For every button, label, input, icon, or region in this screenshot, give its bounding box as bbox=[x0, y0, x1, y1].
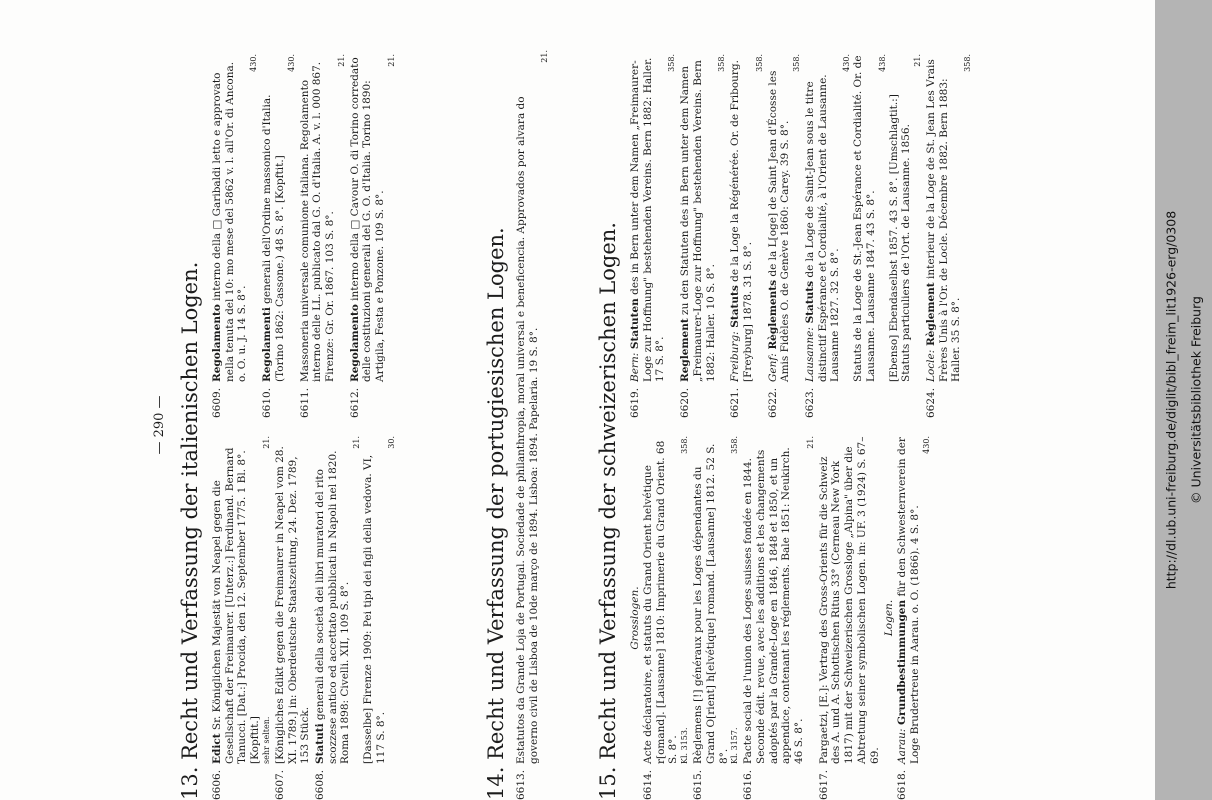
entry-text: [Ebenso] Ebendaselbst 1857. 43 S. 8°. [Umschlagtit.:] Statuts particuliers de l'Ort. de Lausanne. 1856. bbox=[887, 94, 913, 382]
entry-number: 6619. bbox=[629, 387, 641, 418]
entry-signature: 21. bbox=[540, 50, 550, 63]
entry-number: 6615. bbox=[692, 769, 705, 800]
entry-text: generali dell'Ordine massonico d'Italia. (Torino 1862: Cassone.) 48 S. 8°. [Kopftit.] bbox=[261, 94, 286, 382]
entry-signature: 430. bbox=[921, 436, 931, 454]
entry-signature: 430. bbox=[286, 54, 296, 72]
entry-6612 bbox=[349, 54, 397, 418]
entry-signature bbox=[680, 436, 690, 764]
entry-6617 bbox=[818, 436, 882, 800]
entry-head: Statuten bbox=[629, 298, 641, 353]
entry-signature: 430. bbox=[249, 54, 259, 72]
entry-number: 6620. bbox=[679, 387, 692, 418]
entry-6621 bbox=[729, 54, 764, 418]
entry-text: interno della □ Cavour O. di Torino corredato delle costituzioni generali del G. O. d'Italia. Torino 1890: Artigila, Festa e Ponzone. 109 S. 8°. bbox=[348, 57, 387, 382]
section-title-portuguese: 14. Recht und Verfassung der portugiesischen Logen. bbox=[484, 227, 508, 800]
entry-text: Pacte social de l'union des Loges suisses fondée en 1844. Seconde édit. revue, avec les additions et les changements adoptés par la Grande-Loge en 1846, 1848 et 1850, et un appendice, contenant les réglements. Bale 1851: Neukirch. 46 S. 8°. bbox=[742, 447, 806, 764]
entry-number: 6608. bbox=[313, 769, 326, 800]
entry-head: Regolamento bbox=[348, 304, 361, 382]
entry-text: de la Loge de Saint-Jean sous le titre distinctif Espérance et Cordialité, à l'Orient de Lausanne. Lausanne 1827. 32 S. 8°. bbox=[804, 74, 842, 382]
italian-right-column bbox=[211, 54, 399, 418]
entry-6622 bbox=[767, 54, 802, 418]
entry-signature: 21. bbox=[336, 54, 346, 67]
entry-signature bbox=[262, 436, 272, 764]
entry-number: 6624. bbox=[924, 387, 937, 418]
swiss-right-column bbox=[629, 54, 975, 418]
sig-right: 358. bbox=[730, 436, 740, 454]
sig-right: 21. bbox=[261, 436, 271, 449]
entry-number: 6621. bbox=[729, 387, 742, 418]
sig-left: Kl. 3157. bbox=[730, 727, 740, 764]
entry-6613 bbox=[515, 50, 550, 800]
entry-6614 bbox=[642, 436, 690, 800]
entry-text: [Königliches Edikt gegen die Freimaurer in Neapel vom 28. XI. 1789.] in: Oberdeutsche Staatszeitung, 24. Dez. 1789, 153 Stück. bbox=[273, 446, 312, 764]
entry-text: Pargaetzi, [E.]: Vertrag des Gross-Orients für die Schweiz des A. und A. Schottischen Ritus 33° (Cerneau New York 1817) mit der Schweizerischen Grossloge „Alpina" über die Abtretung seiner symbolischen Logen. in: UF. 3 (1924) S. 67–69. bbox=[817, 436, 881, 764]
copyright-notice: © Universitätsbibliothek Freiburg bbox=[1188, 296, 1204, 504]
entry-text: Estatutos da Grande Loja de Portugal. Sociedade de philanthropia, moral universal e beneficencia. Approvados por alvara do governo civil de Lisboa de 10de março de 1894. Lisboa: 1894. Papelaria. 19 S. 8°. bbox=[515, 96, 540, 764]
entry-head: Regolamenti bbox=[261, 307, 274, 382]
entry-number: 6614. bbox=[642, 769, 654, 800]
entry-6611 bbox=[299, 54, 347, 418]
entry-6615 bbox=[692, 436, 740, 800]
entry-location: Bern: bbox=[629, 352, 641, 382]
entry-number: 6617. bbox=[817, 769, 830, 800]
sig-left: sehr selten. bbox=[261, 716, 271, 764]
entry-text: für den Schwesternverein der Loge Brudertreue in Aarau. o. O. (1866). 4 S. 8°. bbox=[896, 437, 921, 764]
entry-location: Freiburg: bbox=[729, 331, 742, 382]
entry-location: Locle: bbox=[924, 349, 937, 382]
entry-head: Statuts bbox=[729, 285, 742, 332]
entry-6623 bbox=[804, 54, 923, 418]
entry-6610 bbox=[261, 54, 296, 418]
entry-number: 6611. bbox=[298, 387, 311, 418]
entry-text: interieur de la Loge de St. Jean Les Vrais Frères Unis à l'Or. de Locle. Décembre 1882. Bern 1883: Haller. 35 S. 8°. bbox=[924, 59, 963, 382]
entry-number: 6613. bbox=[515, 769, 527, 800]
rotated-page-content bbox=[145, 50, 1155, 800]
portuguese-column bbox=[515, 50, 552, 800]
entry-number: 6616. bbox=[742, 769, 755, 800]
entry-text: Statuts de la Loge de St.-Jean Espérance et Cordialité. Or. de Lausanne. Lausanne 1847. 43 S. 8°. bbox=[852, 55, 877, 382]
entry-text: Règlemens [!] généraux pour les Loges dépendantes du Grand O[rient] h[elvétique] romand. [Lausanne] 1812. 52 S. 8°. bbox=[692, 443, 730, 764]
entry-number: 6610. bbox=[261, 387, 274, 418]
entry-number: 6609. bbox=[211, 387, 223, 418]
italian-left-column bbox=[211, 436, 399, 800]
entry-text: Massoneria universale comunione italiana. Regolamento interno delle LL. publicato dal G. O. d'Italia. A. v. l. 000 867. Firenze: Gr. Or. 1867. 103 S. 8°. bbox=[298, 61, 336, 382]
entry-signature: 30. bbox=[387, 436, 397, 449]
entry-6608 bbox=[314, 436, 398, 800]
entry-signature: 21. bbox=[386, 54, 396, 67]
entry-head: Statuti bbox=[313, 723, 326, 764]
entry-6618 bbox=[896, 436, 931, 800]
entry-signature: 358. bbox=[667, 54, 677, 72]
entry-location: Genf: bbox=[766, 353, 779, 382]
entry-text: generali della società dei libri muratori del rito scozzese antico ed accettato pubblicati in Napoli nel 1820. Roma 1898: Civelli. XII, 109 S. 8°. bbox=[313, 450, 352, 764]
entry-signature: 358. bbox=[963, 54, 973, 72]
entry-number: 6612. bbox=[348, 387, 361, 418]
entry-signature: 21. bbox=[805, 436, 815, 449]
source-url[interactable]: http://dl.ub.uni-freiburg.de/diglit/bibl_freim_lit1926-erg/0308 bbox=[1163, 210, 1179, 590]
entry-signature: 21. bbox=[352, 436, 362, 449]
entry-signature: 438. bbox=[877, 54, 887, 72]
entry-location: Aarau: bbox=[896, 728, 909, 764]
sig-right: 358. bbox=[680, 436, 690, 454]
entry-text: de la Loge la Régénérée. Or. de Fribourg. [Freyburg] 1878. 31 S. 8°. bbox=[729, 60, 754, 382]
entry-6624 bbox=[925, 54, 973, 418]
entry-text: zu den Statuten des in Bern unter dem Namen „Freimaurer-Loge zur Hoffnung" bestehenden Vereins. Bern 1882: Haller. 10 S. 8°. bbox=[679, 60, 717, 382]
entry-number: 6623. bbox=[804, 387, 817, 418]
entry-text: Acte déclaratoire, et statuts du Grand Orient helvétique r[omand]. [Lausanne] 1810: Imprimerie du Grand Orient. 68 S. 8°. bbox=[642, 440, 680, 764]
entry-text: interno della □ Garibaldi letto e approvato nella tenuta del 10: mo mese del 5862 v. l. all'Or. di Ancona. o. O. u. J. 14 S. 8°. bbox=[211, 61, 249, 382]
sig-left: Kl. 3153. bbox=[680, 727, 690, 764]
entry-signature: 21. bbox=[912, 54, 922, 67]
entry-signature: 358. bbox=[792, 54, 802, 72]
entry-head: Grundbestimmungen bbox=[896, 599, 909, 729]
entry-6606 bbox=[211, 436, 272, 800]
entry-text: des in Bern unter dem Namen „Freimaurer-Loge zur Hoffnung" bestehenden Vereins. Bern 1882: Haller. 17 S. 8°. bbox=[629, 57, 667, 382]
entry-number: 6622. bbox=[766, 387, 779, 418]
entry-number: 6606. bbox=[211, 769, 223, 800]
subhead-grosslogen: Grosslogen. bbox=[629, 586, 641, 650]
page-number: — 290 — bbox=[152, 395, 167, 455]
subhead-logen: Logen. bbox=[883, 599, 896, 637]
entry-text: Sr. Königlichen Majestät von Neapel gegen die Gesellschaft der Freimaurer. [Unterz.:] Ferdinand. Bernard Tanucci. [Dat.:] Procida, den 12. September 1775. 1 Bl. 8°. [Kopftit.] bbox=[211, 447, 262, 764]
entry-head: Règlement bbox=[924, 282, 937, 350]
entry-head: Regolamento bbox=[211, 304, 223, 382]
entry-6607 bbox=[274, 436, 312, 800]
entry-signature: 358. bbox=[754, 54, 764, 72]
entry-6620 bbox=[679, 54, 727, 418]
entry-text: de la L[oge] de Saint Jean d'Écosse les Amis Fidèles O. de Genève 1860: Carey. 39 S. 8°. bbox=[766, 70, 792, 382]
entry-number: 6618. bbox=[896, 769, 909, 800]
entry-head: Statuts bbox=[804, 280, 817, 328]
entry-head: Reglement bbox=[679, 318, 692, 382]
entry-head: Edict bbox=[211, 733, 223, 764]
entry-signature: 430. bbox=[842, 54, 852, 72]
entry-head: Règlements bbox=[766, 279, 779, 354]
entry-6616 bbox=[742, 436, 816, 800]
entry-6609 bbox=[211, 54, 259, 418]
entry-text: [Dasselbe] Firenze 1909: Pei tipi dei figli della vedova. VI, 117 S. 8°. bbox=[362, 454, 387, 764]
entry-location: Lausanne: bbox=[804, 327, 817, 382]
entry-signature bbox=[730, 436, 740, 764]
entry-6619 bbox=[629, 54, 677, 418]
section-title-italian: 13. Recht und Verfassung der italienischen Logen. bbox=[178, 261, 202, 800]
swiss-left-column bbox=[629, 436, 934, 800]
entry-number: 6607. bbox=[273, 769, 286, 800]
entry-signature: 358. bbox=[717, 54, 727, 72]
section-title-swiss: 15. Recht und Verfassung der schweizerischen Logen. bbox=[596, 222, 620, 800]
